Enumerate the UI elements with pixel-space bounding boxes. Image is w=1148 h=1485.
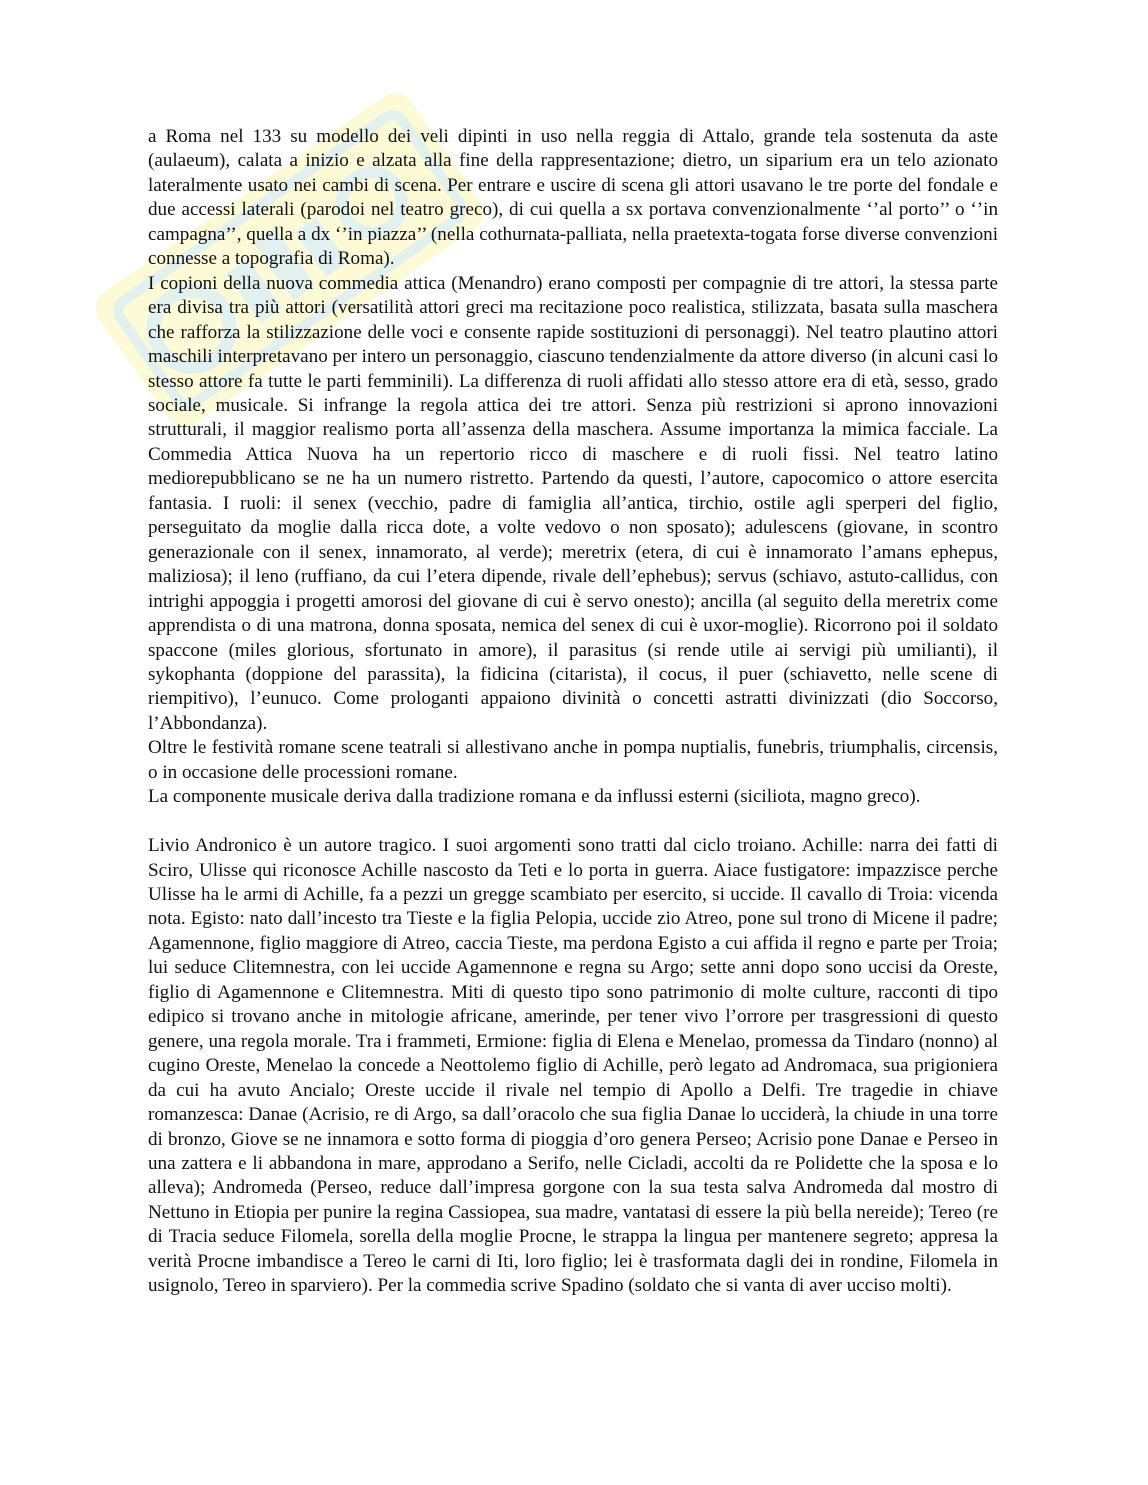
document-text [148,125,998,1299]
paragraph-theatre-curtain: a Roma nel 133 su modello dei veli dipinti in uso nella reggia di Attalo, grande tela sostenuta da aste (aulaeum), calata a inizio e alzata alla fine della rappresentazione; dietro, un siparium era un telo azionato lateralmente usato nei cambi di scena. Per entrare e uscire di scena gli attori usavano le tre porte del fondale e due accessi laterali (parodoi nel teatro greco), di cui quella a sx portava convenzionalmente ‘’al porto’’ o ‘’in campagna’’, quella a dx ‘’in piazza’’ (nella cothurnata-palliata, nella praetexta-togata forse diverse convenzioni connesse a topografia di Roma). [148,126,998,270]
paragraph-festivities: Oltre le festività romane scene teatrali si allestivano anche in pompa nuptialis, funebris, triumphalis, circensis, o in occasione delle processioni romane. [148,737,998,783]
paragraph-music: La componente musicale deriva dalla tradizione romana e da influssi esterni (siciliota, magno greco). [148,786,921,808]
paragraph-actors-roles: I copioni della nuova commedia attica (Menandro) erano composti per compagnie di tre attori, la stessa parte era divisa tra più attori (versatilità attori greci ma recitazione poco realistica, stilizzata, basata sulla maschera che rafforza la stilizzazione delle voci e consente rapide sostituzioni di personaggi). Nel teatro plautino attori maschili interpretavano per intero un personaggio, ciascuno tendenzialmente da attore diverso (in alcuni casi lo stesso attore fa tutte le parti femminili). La differenza di ruoli affidati allo stesso attore era di età, sesso, grado sociale, musicale. Si infrange la regola attica dei tre attori. Senza più restrizioni si aprono innovazioni strutturali, il maggior realismo porta all’assenza della maschera. Assume importanza la mimica facciale. La Commedia Attica Nuova ha un repertorio ricco di maschere e di ruoli fissi. Nel teatro latino mediorepubblicano se ne ha un numero ristretto. Partendo da questi, l’autore, capocomico o attore esercita fantasia. I ruoli: il senex (vecchio, padre di famiglia all’antica, tirchio, ostile agli sperperi del figlio, perseguitato da moglie dalla ricca dote, a volte vedovo o non sposato); adulescens (giovane, in scontro generazionale con il senex, innamorato, al verde); meretrix (etera, di cui è innamorato l’amans ephepus, maliziosa); il leno (ruffiano, da cui l’etera dipende, rivale dell’ephebus); servus (schiavo, astuto-callidus, con intrighi appoggia i progetti amorosi del giovane di cui è servo onesto); ancilla (al seguito della meretrix come apprendista o di una matrona, donna sposata, nemica del senex di cui è uxor-moglie). Ricorrono poi il soldato spaccone (miles glorious, sfortunato in amore), il parasitus (si rende utile ai servigi più umilianti), il sykophanta (doppione del parassita), la fidicina (citarista), il cocus, il puer (schiavetto, nelle scene di riempitivo), l’eunuco. Come prologanti appaiono divinità o concetti astratti divinizzati (dio Soccorso, l’Abbondanza). [148,272,998,734]
paragraph-livio-andronico: Livio Andronico è un autore tragico. I suoi argomenti sono tratti dal ciclo troiano. Achille: narra dei fatti di Sciro, Ulisse qui riconosce Achille nascosto da Teti e lo porta in guerra. Aiace fustigatore: impazzisce perche Ulisse ha le armi di Achille, fa a pezzi un gregge scambiato per esercito, si uccide. Il cavallo di Troia: vicenda nota. Egisto: nato dall’incesto tra Tieste e la figlia Pelopia, uccide zio Atreo, pone sul trono di Micene il padre; Agamennone, figlio maggiore di Atreo, caccia Tieste, ma perdona Egisto a cui affida il regno e parte per Troia; lui seduce Clitemnestra, con lei uccide Agamennone e regna su Argo; sette anni dopo sono uccisi da Oreste, figlio di Agamennone e Clitemnestra. Miti di questo tipo sono patrimonio di molte culture, racconti di tipo edipico si trovano anche in mitologie africane, amerinde, per tener vivo l’orrore per trasgressioni di questo genere, una regola morale. Tra i frammeti, Ermione: figlia di Elena e Menelao, promessa da Tindaro (nonno) al cugino Oreste, Menelao la concede a Neottolemo figlio di Achille, però legato ad Andromaca, sua prigioniera da cui ha avuto Ancialo; Oreste uccide il rivale nel tempio di Apollo a Delfi. Tre tragedie in chiave romanzesca: Danae (Acrisio, re di Argo, sa dall’oracolo che sua figlia Danae lo ucciderà, la chiude in una torre di bronzo, Giove se ne innamora e sotto forma di pioggia d’oro genera Perseo; Acrisio pone Danae e Perseo in una zattera e li abbandona in mare, approdano a Serifo, nelle Cicladi, accolti da re Polidette che la sposa e lo alleva); Andromeda (Perseo, reduce dall’impresa gorgone con la sua testa salva Andromeda dal mostro di Nettuno in Etiopia per punire la regina Cassiopea, sua madre, vantatasi di essere la più bella nereide); Tereo (re di Tracia seduce Filomela, sorella della moglie Procne, le strappa la lingua per mantenere segreto; appresa la verità Procne imbandisce a Tereo le carni di Iti, loro figlio; lei è trasformata dagli dei in rondine, Filomela in usignolo, Tereo in sparviero). Per la commedia scrive Spadino (soldato che si vanta di aver ucciso molti). [148,835,998,1297]
paragraph-spacer [148,810,998,834]
